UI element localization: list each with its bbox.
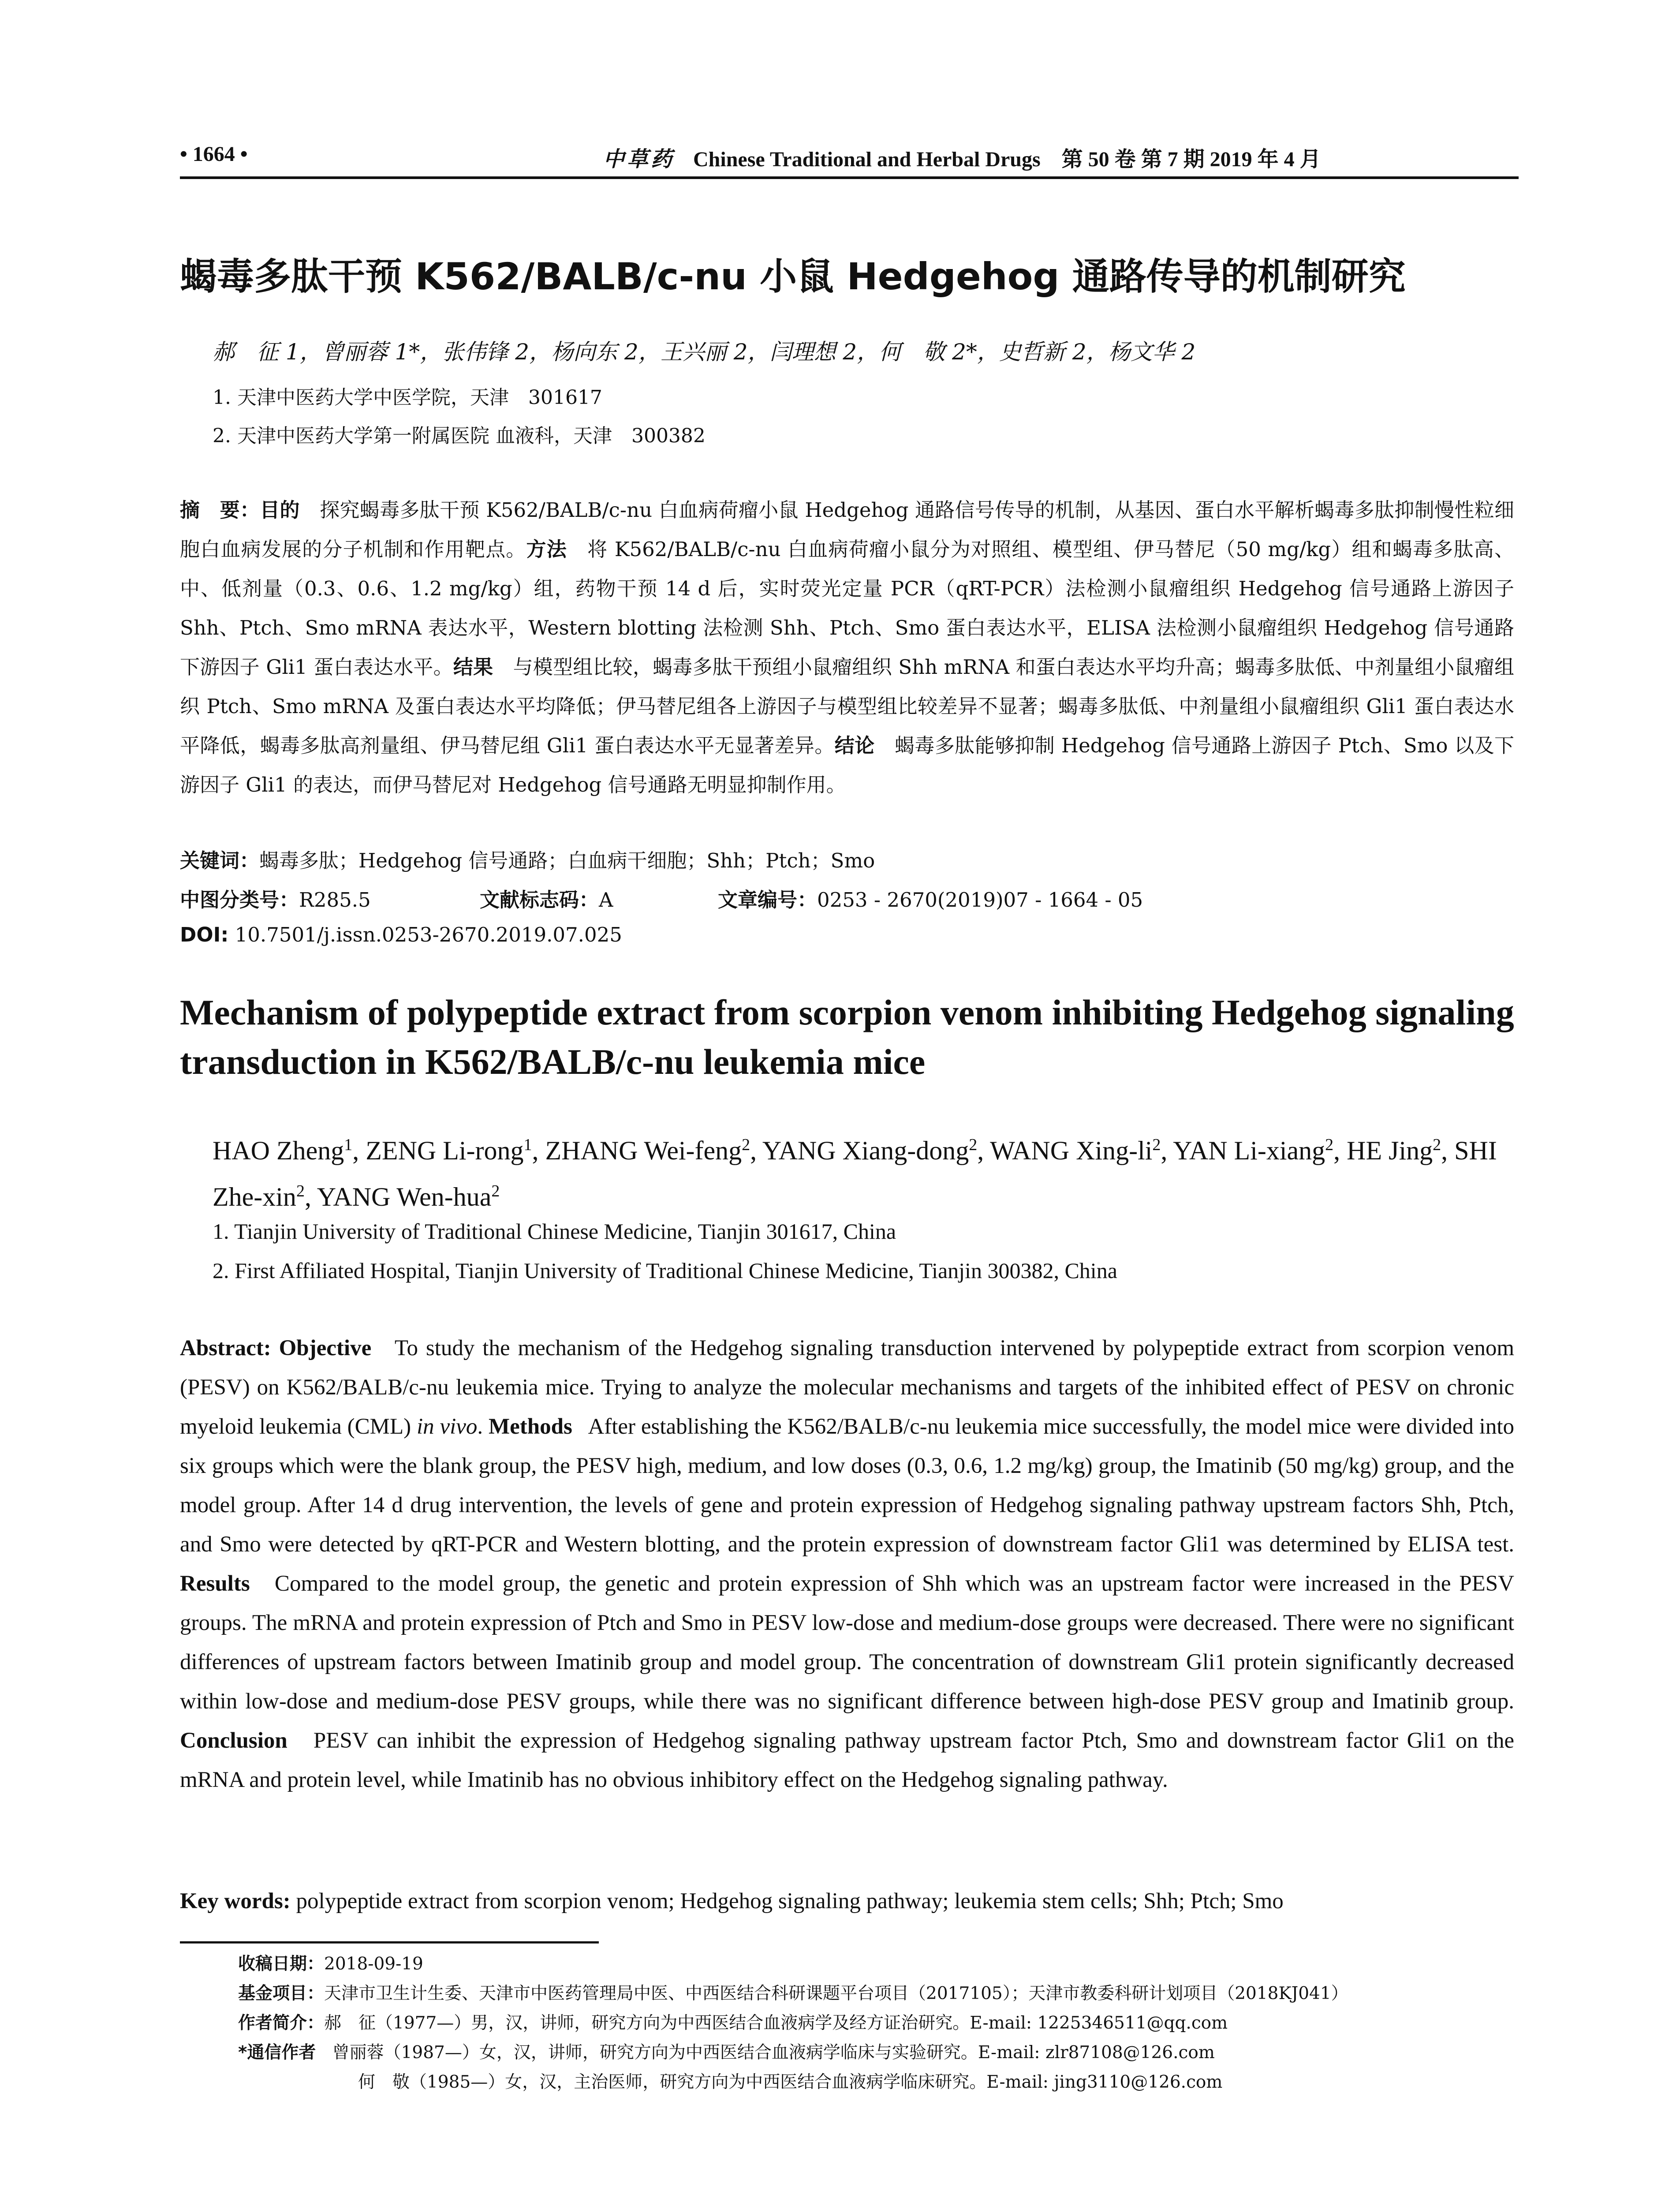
author-name: WANG Xing-li — [990, 1136, 1153, 1165]
english-abstract — [180, 1329, 1514, 1800]
footnotes — [238, 1949, 1517, 2097]
author-affiliation-mark: 2 — [1433, 1136, 1441, 1154]
english-title: Mechanism of polypeptide extract from scorpion venom inhibiting Hedgehog signaling transduction in K562/BALB/c-nu leukemia mice — [180, 992, 1514, 1082]
author-name: ZENG Li-rong — [366, 1136, 524, 1165]
journal-name — [603, 142, 1321, 172]
author-name: HAO Zheng — [213, 1136, 344, 1165]
author-name: HE Jing — [1347, 1136, 1433, 1165]
chinese-authors: 郝 征 1，曾丽蓉 1*，张伟锋 2，杨向东 2，王兴丽 2，闫理想 2，何 敬 2*，史哲新 2，杨文华 2 — [213, 339, 1196, 365]
footnote-corresponding-2 — [238, 2067, 1517, 2097]
journal-issue: Chinese Traditional and Herbal Drugs 第 50 卷 第 7 期 2019 年 4 月 — [693, 148, 1321, 171]
received-date: 2018-09-19 — [324, 1954, 423, 1974]
keywords-text-cn: 蝎毒多肽；Hedgehog 信号通路；白血病干细胞；Shh；Ptch；Smo — [259, 849, 875, 872]
author-bio-label: 作者简介： — [238, 2013, 325, 2033]
conclusion-label-en: Conclusion — [180, 1728, 287, 1753]
in-vivo-italic: in vivo — [416, 1414, 478, 1439]
author-affiliation-mark: 2 — [1152, 1136, 1161, 1154]
author-affiliation-mark: 2 — [296, 1182, 305, 1200]
english-keywords — [180, 1888, 1284, 1914]
author-name: SHI Zhe-xin — [213, 1136, 1497, 1211]
article-no-label: 文章编号： — [718, 888, 818, 912]
objective-label-cn: 目的 — [260, 498, 300, 522]
abstract-label-en: Abstract: — [180, 1336, 271, 1360]
methods-text-en: After establishing the K562/BALB/c-nu leukemia mice successfully, the model mice were divided into six groups which were the blank group, the PESV high, medium, and low doses (0.3, 0.6, 1.2 mg/kg) group, the Imatinib (50 mg/kg) group, and the model group. After 14 d drug intervention, the levels of gene and protein expression of Hedgehog signaling pathway upstream factors Shh, Ptch, and Smo were detected by qRT-PCR and Western blotting, and the protein expression of downstream factor Gli1 was determined by ELISA test. — [180, 1414, 1515, 1557]
results-label-en: Results — [180, 1571, 250, 1596]
doc-code-value: A — [599, 888, 613, 912]
author-name: YANG Wen-hua — [317, 1182, 492, 1211]
objective-text-cn: 探究蝎毒多肽干预 K562/BALB/c-nu 白血病荷瘤小鼠 Hedgehog 通路信号传导的机制，从基因、蛋白水平解析蝎毒多肽抑制慢性粒细胞白血病发展的分子机制和作用靶点。 — [180, 498, 1514, 561]
clc-label: 中图分类号： — [180, 888, 299, 912]
fund-text: 天津市卫生计生委、天津市中医药管理局中医、中西医结合科研课题平台项目（2017105）；天津市教委科研计划项目（2018KJ041） — [324, 1984, 1348, 2003]
author-affiliation-mark: 2 — [491, 1182, 500, 1200]
classification-row — [180, 884, 1143, 912]
chinese-keywords — [180, 845, 875, 873]
keywords-label-cn: 关键词： — [180, 849, 260, 872]
methods-label-en: Methods — [488, 1414, 572, 1439]
fund-label: 基金项目： — [238, 1984, 325, 2003]
author-affiliation-mark: 1 — [523, 1136, 532, 1154]
conclusion-label-cn: 结论 — [834, 734, 875, 757]
methods-text-cn: 将 K562/BALB/c-nu 白血病荷瘤小鼠分为对照组、模型组、伊马替尼（50 mg/kg）组和蝎毒多肽高、中、低剂量（0.3、0.6、1.2 mg/kg）组，药物干预 14 d 后，实时荧光定量 PCR（qRT-PCR）法检测小鼠瘤组织 Hedgehog 信号通路上游因子 Shh、Ptch、Smo mRNA 表达水平，Western blotting 法检测 Shh、Ptch、Smo 蛋白表达水平，ELISA 法检测小鼠瘤组织 Hedgehog 信号通路下游因子 Gli1 蛋白表达水平。 — [180, 538, 1514, 679]
author-affiliation-mark: 2 — [1325, 1136, 1334, 1154]
english-affiliation-2: 2. First Affiliated Hospital, Tianjin University of Traditional Chinese Medicine, Tianjin 300382, China — [213, 1258, 1117, 1283]
abstract-label-cn: 摘 要： — [180, 498, 260, 522]
objective-end: . — [477, 1414, 483, 1439]
chinese-abstract — [180, 490, 1514, 804]
objective-text-en: To study the mechanism of the Hedgehog signaling transduction intervened by polypeptide extract from scorpion venom (PESV) on K562/BALB/c-nu leukemia mice. Trying to analyze the molecular mechanisms and targets of the inhibited effect of PESV on chronic myeloid leukemia (CML) — [180, 1336, 1514, 1439]
results-text-cn: 与模型组比较，蝎毒多肽干预组小鼠瘤组织 Shh mRNA 和蛋白表达水平均升高；蝎毒多肽低、中剂量组小鼠瘤组织 Ptch、Smo mRNA 及蛋白表达水平均降低；伊马替尼组各上游因子与模型组比较差异不显著；蝎毒多肽低、中剂量组小鼠瘤组织 Gli1 蛋白表达水平降低，蝎毒多肽高剂量组、伊马替尼组 Gli1 蛋白表达水平无显著差异。 — [180, 655, 1514, 757]
results-text-en: Compared to the model group, the genetic and protein expression of Shh which was an upstream factor were increased in the PESV groups. The mRNA and protein expression of Ptch and Smo in PESV low-dose and medium-dose groups were decreased. There were no significant differences of upstream factors between Imatinib group and model group. The concentration of downstream Gli1 protein significantly decreased within low-dose and medium-dose PESV groups, while there was no significant difference between high-dose PESV group and Imatinib group. — [180, 1571, 1515, 1714]
author-name: YAN Li-xiang — [1173, 1136, 1325, 1165]
footnote-fund — [238, 1979, 1517, 2008]
doi-label: DOI: — [180, 923, 229, 946]
english-affiliation-1: 1. Tianjin University of Traditional Chinese Medicine, Tianjin 301617, China — [213, 1219, 896, 1244]
page-number: • 1664 • — [180, 142, 248, 166]
received-label: 收稿日期： — [238, 1954, 325, 1974]
corresponding-label: *通信作者 — [238, 2043, 316, 2063]
footnote-corresponding — [238, 2038, 1517, 2067]
objective-label-en: Objective — [279, 1336, 372, 1360]
conclusion-text-cn: 蝎毒多肽能够抑制 Hedgehog 信号通路上游因子 Ptch、Smo 以及下游因子 Gli1 的表达，而伊马替尼对 Hedgehog 信号通路无明显抑制作用。 — [180, 734, 1514, 796]
methods-label-cn: 方法 — [526, 538, 567, 561]
keywords-text-en: polypeptide extract from scorpion venom; Hedgehog signaling pathway; leukemia stem cells; Shh; Ptch; Smo — [296, 1889, 1284, 1913]
chinese-affiliation-2: 2. 天津中医药大学第一附属医院 血液科，天津 300382 — [213, 425, 706, 447]
corresponding-author-1: 曾丽蓉（1987—）女，汉，讲师，研究方向为中西医结合血液病学临床与实验研究。E-mail: zlr87108@126.com — [332, 2043, 1215, 2063]
clc-value: R285.5 — [299, 888, 371, 912]
article-no-value: 0253 - 2670(2019)07 - 1664 - 05 — [817, 888, 1143, 912]
conclusion-text-en: PESV can inhibit the expression of Hedgehog signaling pathway upstream factor Ptch, Smo and downstream factor Gli1 on the mRNA and protein level, while Imatinib has no obvious inhibitory effect on the Hedgehog signaling pathway. — [180, 1728, 1514, 1792]
journal-logo-cn: 中草药 — [603, 148, 675, 171]
author-affiliation-mark: 1 — [344, 1136, 353, 1154]
author-name: ZHANG Wei-feng — [545, 1136, 742, 1165]
footnote-received — [238, 1949, 1517, 1979]
doi-link[interactable]: 10.7501/j.issn.0253-2670.2019.07.025 — [235, 923, 622, 946]
author-bio-text: 郝 征（1977—）男，汉，讲师，研究方向为中西医结合血液病学及经方证治研究。E-mail: 1225346511@qq.com — [324, 2013, 1228, 2033]
footnote-author — [238, 2008, 1517, 2038]
results-label-cn: 结果 — [453, 655, 493, 679]
running-header — [180, 142, 1519, 179]
keywords-label-en: Key words: — [180, 1889, 291, 1913]
english-authors: HAO Zheng$^1$, ZENG Li-rong$^1$, ZHANG Wei-feng$^2$, YANG Xiang-dong$^2$, WANG Xing-$li^2$, YAN Li-xiang$^2$, HE Jing$^2$, SHI Zhe-xin$^2$, YANG Wen-hua$^2$ — [213, 1136, 1497, 1211]
author-affiliation-mark: 2 — [969, 1136, 978, 1154]
doc-code-label: 文献标志码： — [480, 888, 599, 912]
author-affiliation-mark: 2 — [742, 1136, 750, 1154]
chinese-affiliation-1: 1. 天津中医药大学中医学院，天津 301617 — [213, 386, 602, 409]
corresponding-author-2: 何 敬（1985—）女，汉，主治医师，研究方向为中西医结合血液病学临床研究。E-mail: jing3110@126.com — [358, 2072, 1223, 2092]
doi-line — [180, 923, 622, 946]
chinese-title: 蝎毒多肽干预 K562/BALB/c-nu 小鼠 Hedgehog 通路传导的机制研究 — [180, 255, 1406, 298]
footnote-divider — [180, 1941, 599, 1943]
author-name: YANG Xiang-dong — [762, 1136, 969, 1165]
